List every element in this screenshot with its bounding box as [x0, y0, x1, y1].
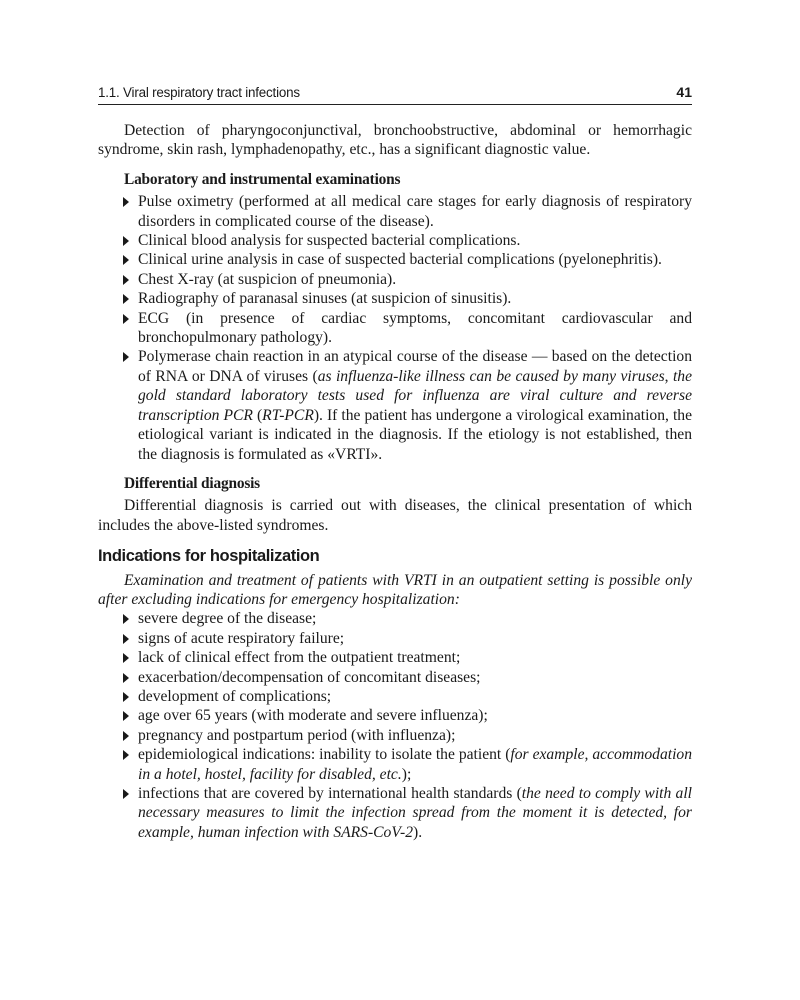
- bullet-icon: [123, 294, 129, 304]
- bullet-icon: [123, 314, 129, 324]
- list-item: [138, 668, 692, 687]
- intl-text-2: ).: [413, 823, 423, 841]
- international-standards-list-item: [138, 784, 692, 842]
- list-item: [138, 250, 692, 269]
- bullet-icon: [123, 711, 129, 721]
- bullet-icon: [123, 750, 129, 760]
- bullet-icon: [123, 255, 129, 265]
- list-item: [138, 270, 692, 289]
- bullet-icon: [123, 352, 129, 362]
- hospitalization-heading: Indications for hospitalization: [98, 547, 320, 566]
- differential-text: Differential diagnosis is carried out with diseases, the clinical presentation of which includes the above-listed syndromes.: [98, 497, 692, 534]
- running-head-title: 1.1. Viral respiratory tract infections: [98, 84, 300, 100]
- pcr-italic-3: RT-PCR: [262, 406, 314, 424]
- bullet-icon: [123, 236, 129, 246]
- bullet-icon: [123, 197, 129, 207]
- list-item-text: exacerbation/decompensation of concomitant diseases;: [138, 668, 481, 686]
- pcr-text-2: ,: [664, 367, 673, 385]
- bullet-icon: [123, 673, 129, 683]
- list-item: [138, 192, 692, 231]
- bullet-icon: [123, 731, 129, 741]
- bullet-icon: [123, 614, 129, 624]
- list-item: [138, 648, 692, 667]
- list-item: [138, 706, 692, 725]
- pcr-text-1: Polymerase chain reaction in an atypical course of the disease — based on the detection of RNA or DNA of viruses (: [138, 348, 692, 385]
- intro-paragraph: Detection of pharyngoconjunctival, bronchoobstructive, abdominal or hemorrhagic syndrome, skin rash, lymphadenopathy, etc., has a significant diagnostic value.: [98, 122, 692, 159]
- list-item: [138, 289, 692, 308]
- list-item: [138, 687, 692, 706]
- bullet-icon: [123, 789, 129, 799]
- bullet-icon: [123, 275, 129, 285]
- intl-italic-1: the need to comply with all necessary measures to limit the infection spread from the moment it is detected, for example, human infection with SARS-CoV-2: [138, 785, 692, 841]
- list-item: [138, 609, 692, 628]
- page-number: 41: [676, 83, 692, 100]
- list-item-text: Chest X-ray (at suspicion of pneumonia).: [138, 270, 397, 288]
- pcr-list-item: [138, 347, 692, 463]
- list-item-text: Clinical blood analysis for suspected bacterial complications.: [138, 232, 521, 250]
- running-head: [98, 82, 692, 105]
- bullet-icon: [123, 692, 129, 702]
- list-item-text: signs of acute respiratory failure;: [138, 629, 345, 647]
- list-item: [138, 309, 692, 348]
- lab-list: [98, 192, 692, 464]
- hospitalization-list: [98, 609, 692, 842]
- list-item-text: development of complications;: [138, 687, 332, 705]
- list-item-text: lack of clinical effect from the outpatient treatment;: [138, 649, 461, 667]
- list-item-text: severe degree of the disease;: [138, 610, 317, 628]
- list-item: [138, 726, 692, 745]
- list-item-text: age over 65 years (with moderate and severe influenza);: [138, 707, 488, 725]
- bullet-icon: [123, 653, 129, 663]
- differential-heading: Differential diagnosis: [124, 474, 260, 492]
- bullet-icon: [123, 634, 129, 644]
- intl-text-1: infections that are covered by international health standards (: [138, 785, 522, 802]
- pcr-italic-1: as influenza-like illness can be caused by many viruses: [317, 367, 665, 385]
- list-item-text: Radiography of paranasal sinuses (at suspicion of sinusitis).: [138, 290, 512, 308]
- list-item-text: pregnancy and postpartum period (with influenza);: [138, 726, 456, 744]
- pcr-text-4: ). If the patient has undergone a virological examination, the etiological variant is indicated in the diagnosis. If the etiology is not established, then the diagnosis is formulated as «VRTI».: [138, 406, 692, 463]
- list-item-text: ECG (in presence of cardiac symptoms, concomitant cardiovascular and bronchopulmonary pathology).: [138, 309, 692, 347]
- epi-text-2: );: [401, 765, 412, 783]
- page: [98, 82, 692, 842]
- list-item-text: Clinical urine analysis in case of suspected bacterial complications (pyelonephritis).: [138, 251, 662, 269]
- list-item: [138, 231, 692, 250]
- epidemiological-list-item: [138, 745, 692, 784]
- hospitalization-lead: Examination and treatment of patients with VRTI in an outpatient setting is possible only after excluding indications for emergency hospitalization:: [98, 571, 692, 608]
- pcr-italic-2: the gold standard laboratory tests used for influenza are viral culture and reverse transcription PCR: [138, 367, 692, 424]
- pcr-text-3: (: [252, 406, 263, 424]
- epi-italic-1: for example, accommodation in a hotel, hostel, facility for disabled, etc.: [138, 746, 692, 783]
- lab-heading: Laboratory and instrumental examinations: [124, 170, 401, 188]
- epi-text-1: epidemiological indications: inability to isolate the patient (: [138, 746, 511, 764]
- list-item-text: Pulse oximetry (performed at all medical care stages for early diagnosis of respiratory disorders in complicated course of the disease).: [138, 193, 692, 230]
- list-item: [138, 629, 692, 648]
